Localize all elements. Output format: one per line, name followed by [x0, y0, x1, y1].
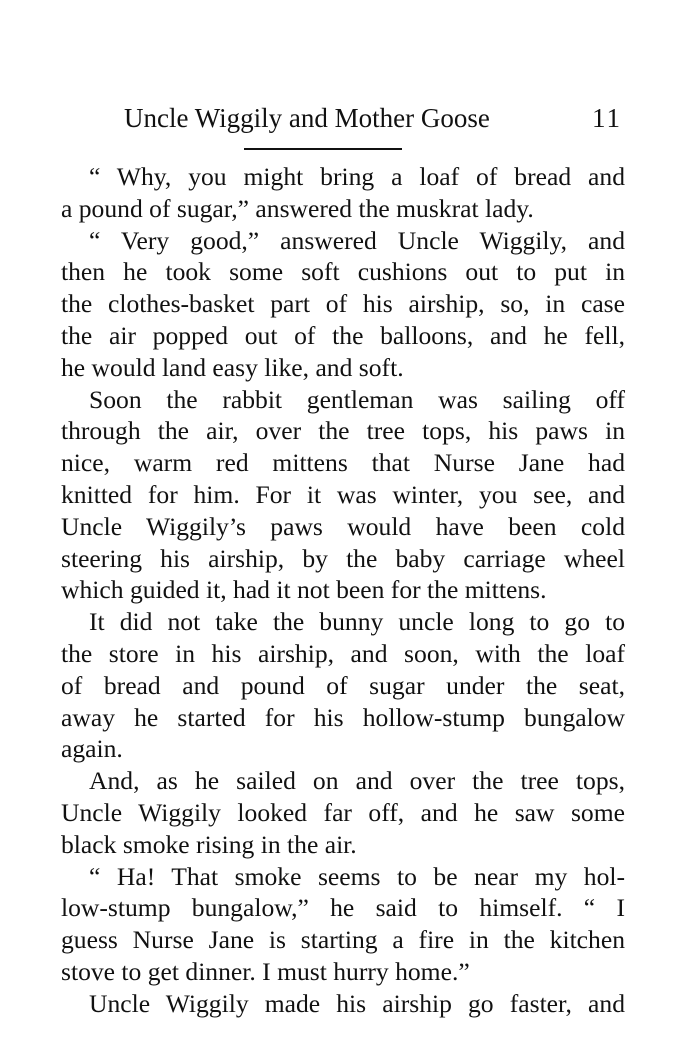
text-line: again. — [61, 734, 123, 764]
text-line: Uncle Wiggily’s paws would have been cold — [61, 511, 625, 541]
text-line: “ Why, you might bring a loaf of bread and — [89, 162, 625, 191]
header-rule — [244, 148, 402, 150]
text-line: “ Ha! That smoke seems to be near my hol- — [89, 861, 625, 891]
text-line: low-stump bungalow,” he said to himself. “ I — [61, 893, 625, 923]
page-number: 11 — [592, 103, 622, 133]
text-line: stove to get dinner. I must hurry home.” — [61, 956, 470, 986]
text-line: of bread and pound of sugar under the seat, — [61, 670, 625, 700]
text-line: the store in his airship, and soon, with the loaf — [61, 638, 625, 668]
text-line: steering his airship, by the baby carriage wheel — [61, 543, 625, 573]
text-line: then he took some soft cushions out to put in — [61, 257, 625, 287]
running-head — [124, 100, 624, 136]
text-line: he would land easy like, and soft. — [61, 352, 404, 382]
text-line: Uncle Wiggily looked far off, and he saw some — [61, 797, 625, 827]
text-line: black smoke rising in the air. — [61, 829, 357, 859]
text-line: which guided it, had it not been for the mittens. — [61, 575, 547, 605]
text-line: Soon the rabbit gentleman was sailing off — [89, 384, 625, 414]
text-line: away he started for his hollow-stump bungalow — [61, 702, 625, 732]
text-line: And, as he sailed on and over the tree tops, — [89, 766, 625, 796]
text-line: knitted for him. For it was winter, you see, and — [61, 479, 625, 509]
body-text — [61, 161, 625, 1020]
text-line: nice, warm red mittens that Nurse Jane had — [61, 448, 625, 478]
text-line: Uncle Wiggily made his airship go faster, and — [89, 988, 625, 1018]
text-line: It did not take the bunny uncle long to go to — [89, 607, 625, 637]
text-line: “ Very good,” answered Uncle Wiggily, and — [89, 225, 625, 255]
text-line: guess Nurse Jane is starting a fire in the kitchen — [61, 925, 625, 955]
text-line: the air popped out of the balloons, and he fell, — [61, 320, 625, 350]
running-title: Uncle Wiggily and Mother Goose — [124, 103, 490, 133]
text-line: the clothes-basket part of his airship, so, in case — [61, 289, 625, 319]
text-line: a pound of sugar,” answered the muskrat lady. — [61, 193, 534, 223]
text-line: through the air, over the tree tops, his paws in — [61, 416, 625, 446]
